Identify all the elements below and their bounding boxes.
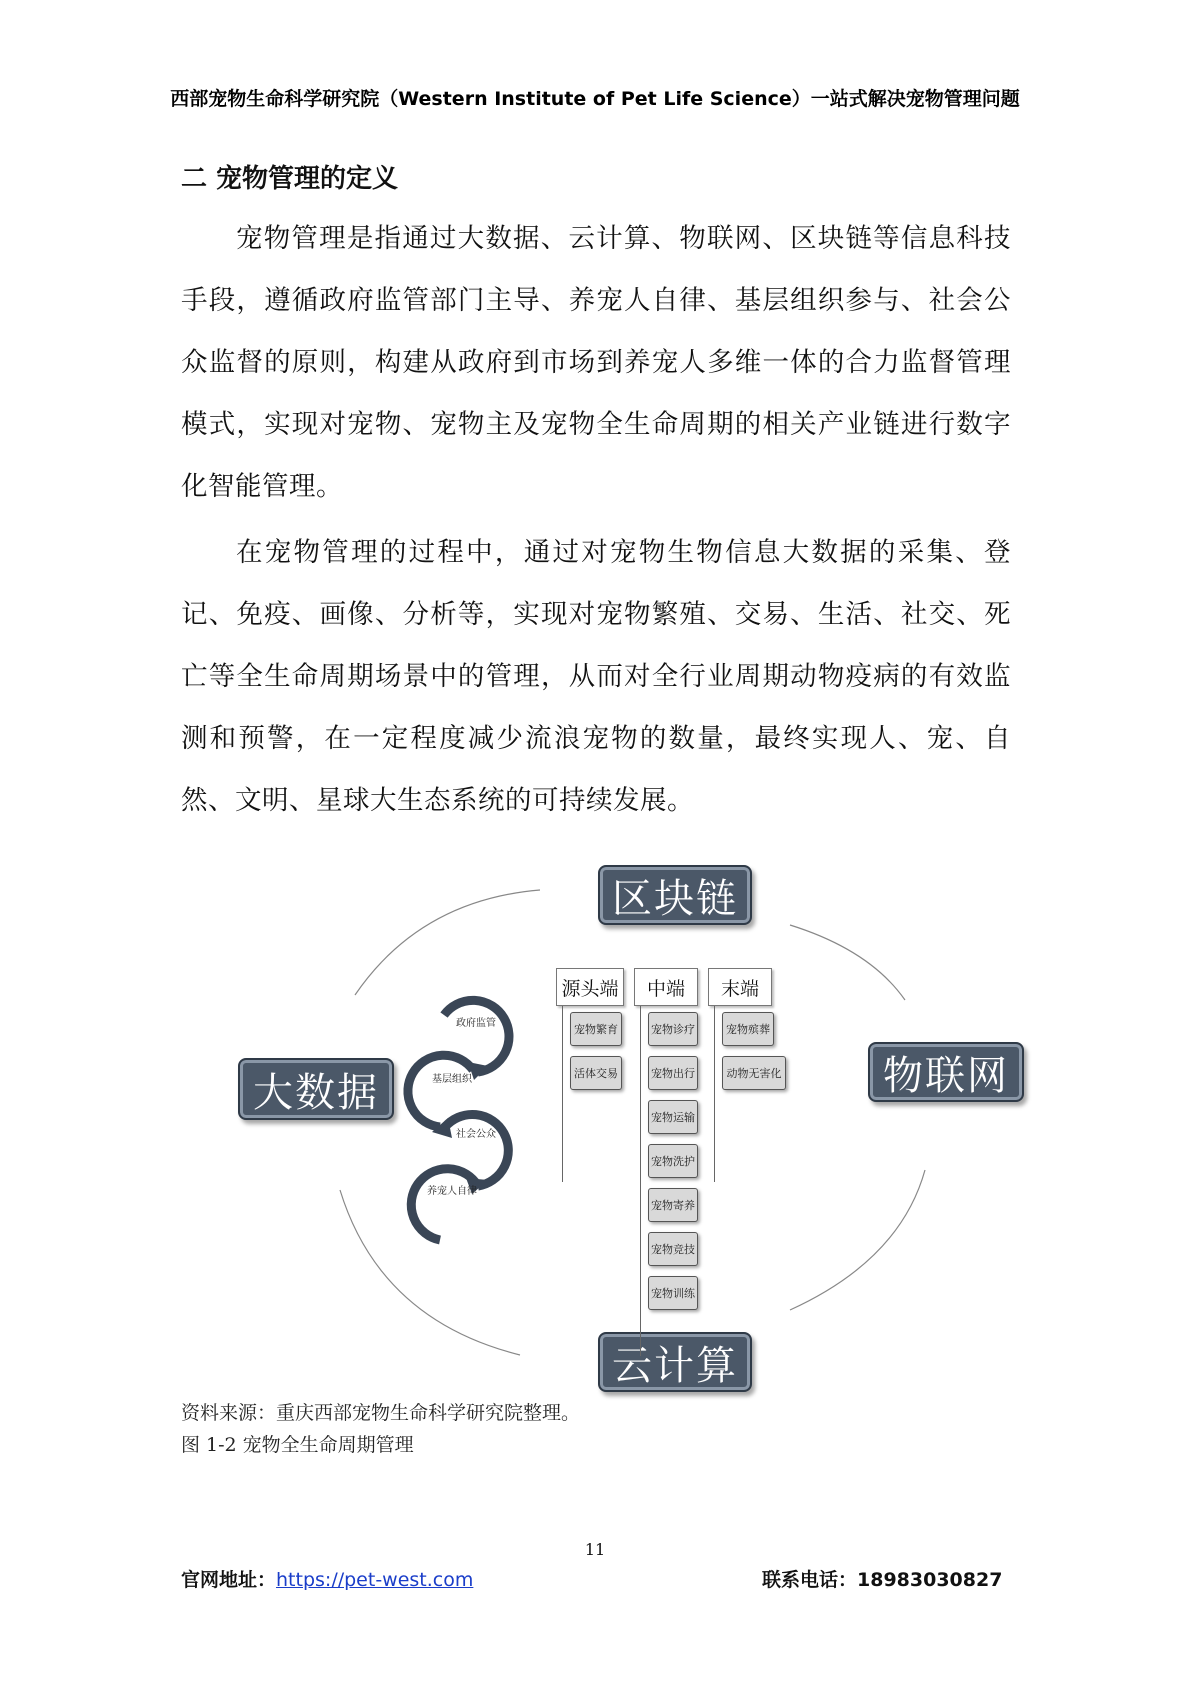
page-header: 西部宠物生命科学研究院（Western Institute of Pet Life Science）一站式解决宠物管理问题 [170,88,1020,110]
footer-phone [762,1565,1002,1592]
item-diagnosis: 宠物诊疗 [648,1012,698,1046]
connector-end [714,1006,715,1182]
column-head-source: 源头端 [556,968,624,1006]
item-live-trade: 活体交易 [570,1056,622,1090]
arc-top-left [355,890,540,995]
item-training: 宠物训练 [648,1276,698,1310]
tech-cloud: 云计算 [598,1332,752,1392]
website-label: 官网地址： [181,1569,277,1591]
phone-label: 联系电话： [762,1569,858,1591]
cycle-label-self: 养宠人自律 [427,1186,477,1197]
arc-bottom-left [340,1190,520,1355]
item-competition: 宠物竞技 [648,1232,698,1266]
connector-middle [640,1006,641,1356]
lifecycle-figure [0,840,1190,1400]
figure-caption: 图 1-2 宠物全生命周期管理 [181,1434,414,1456]
page-number: 11 [584,1540,606,1559]
item-breeding: 宠物繁育 [570,1012,622,1046]
connector-source [562,1006,563,1182]
paragraph-definition: 宠物管理是指通过大数据、云计算、物联网、区块链等信息科技手段，遵循政府监管部门主导、养宠人自律、基层组织参与、社会公众监督的原则，构建从政府到市场到养宠人多维一体的合力监督管理模式，实现对宠物、宠物主及宠物全生命周期的相关产业链进行数字化智能管理。 [181,223,1011,502]
cycle-label-grassroots: 基层组织 [432,1074,472,1085]
tech-big-data: 大数据 [238,1058,394,1120]
arc-top-right [790,925,905,1000]
tech-iot: 物联网 [868,1042,1024,1102]
cycle-label-public: 社会公众 [456,1129,496,1140]
tech-blockchain: 区块链 [598,865,752,925]
item-transport: 宠物运输 [648,1100,698,1134]
cycle-label-gov: 政府监管 [456,1018,496,1029]
website-link[interactable]: https://pet-west.com [276,1569,474,1591]
item-grooming: 宠物洗护 [648,1144,698,1178]
item-travel: 宠物出行 [648,1056,698,1090]
paragraph-process: 在宠物管理的过程中，通过对宠物生物信息大数据的采集、登记、免疫、画像、分析等，实现对宠物繁殖、交易、生活、社交、死亡等全生命周期场景中的管理，从而对全行业周期动物疫病的有效监测和预警，在一定程度减少流浪宠物的数量，最终实现人、宠、自然、文明、星球大生态系统的可持续发展。 [181,537,1011,816]
item-boarding: 宠物寄养 [648,1188,698,1222]
source-note: 资料来源：重庆西部宠物生命科学研究院整理。 [181,1402,581,1424]
column-head-end: 末端 [708,968,772,1006]
item-funeral: 宠物殡葬 [722,1012,774,1046]
footer-website [181,1565,473,1592]
column-head-middle: 中端 [634,968,698,1006]
item-harmless: 动物无害化 [722,1056,786,1090]
phone-number: 18983030827 [857,1569,1003,1591]
arc-bottom-right [790,1170,925,1310]
figure-arcs [0,840,1190,1400]
section-title: 二 宠物管理的定义 [181,164,399,194]
